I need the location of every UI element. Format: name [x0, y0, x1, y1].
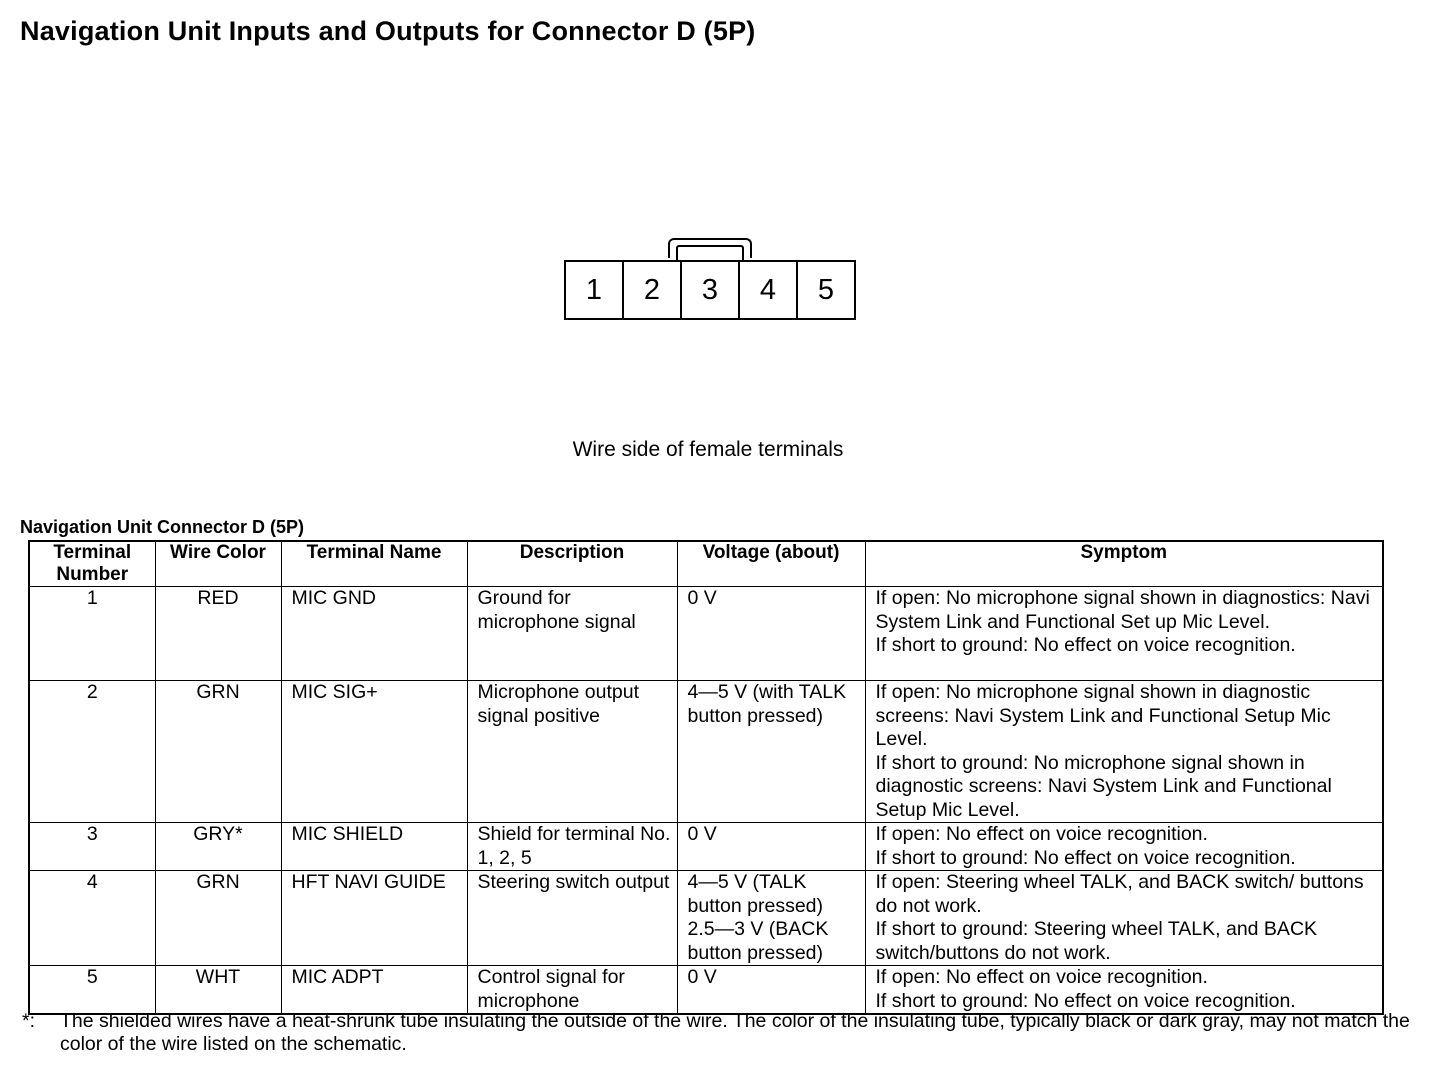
page-title: Navigation Unit Inputs and Outputs for Connector D (5P) — [20, 16, 756, 46]
symptom-short: If short to ground: No effect on voice recognition. — [875, 846, 1296, 869]
cell-description: Control signal for microphone — [467, 966, 677, 1015]
cell-description: Microphone output signal positive — [467, 681, 677, 823]
cell-symptom — [865, 823, 1383, 871]
footnote-text: The shielded wires have a heat-shrunk tube insulating the outside of the wire. The color of the insulating tube, typically black or dark gray, may not match the color of the wire listed on the schematic. — [60, 1010, 1410, 1055]
voltage-line-1: 4—5 V (TALK button pressed) — [687, 871, 824, 917]
cell-wire-color: RED — [155, 587, 281, 681]
cell-description: Shield for terminal No. 1, 2, 5 — [467, 823, 677, 871]
cell-terminal-name: MIC SHIELD — [281, 823, 467, 871]
cell-symptom — [865, 966, 1383, 1015]
header-wire-color: Wire Color — [155, 541, 281, 587]
connector-pin-5: 5 — [817, 273, 835, 306]
symptom-open: If open: No microphone signal shown in diagnostics: Navi System Link and Functional Set up Mic Level. — [875, 587, 1370, 633]
table-title: Navigation Unit Connector D (5P) — [20, 517, 305, 537]
connector-caption: Wire side of female terminals — [572, 438, 844, 461]
header-terminal-line2: Number — [56, 564, 129, 585]
symptom-open: If open: No effect on voice recognition. — [875, 823, 1208, 845]
cell-terminal: 3 — [29, 823, 155, 871]
cell-terminal: 5 — [29, 966, 155, 1015]
header-terminal-name: Terminal Name — [281, 541, 467, 587]
symptom-short: If short to ground: No effect on voice recognition. — [875, 634, 1296, 656]
cell-symptom — [865, 871, 1383, 966]
header-terminal-number — [29, 541, 155, 587]
table-row — [29, 823, 1383, 871]
symptom-short: If short to ground: No microphone signal shown in diagnostic screens: Navi System Link and Functional Setup Mic Level. — [875, 751, 1332, 821]
connector-pin-1: 1 — [566, 262, 624, 318]
cell-voltage: 0 V — [677, 966, 865, 1015]
header-terminal-line1: Terminal — [53, 542, 132, 563]
cell-terminal: 1 — [29, 587, 155, 681]
table-row — [29, 681, 1383, 823]
symptom-open: If open: No effect on voice recognition. — [875, 966, 1208, 988]
cell-voltage: 4—5 V (with TALK button pressed) — [677, 681, 865, 823]
cell-voltage: 0 V — [677, 823, 865, 871]
cell-symptom — [865, 681, 1383, 823]
symptom-short: If short to ground: No effect on voice recognition. — [875, 989, 1296, 1012]
table-row — [29, 871, 1383, 966]
cell-terminal-name: HFT NAVI GUIDE — [281, 871, 467, 966]
connector-diagram — [564, 238, 856, 320]
footnote-mark: *: — [22, 1010, 36, 1032]
cell-description: Ground for microphone signal — [467, 587, 677, 681]
table-row — [29, 966, 1383, 1015]
cell-terminal-name: MIC SIG+ — [281, 681, 467, 823]
cell-description: Steering switch output — [467, 871, 677, 966]
cell-wire-color: WHT — [155, 966, 281, 1015]
cell-symptom — [865, 587, 1383, 681]
footnote — [22, 1010, 1412, 1056]
connector-body — [564, 260, 856, 320]
table-header-row — [29, 541, 1383, 587]
cell-voltage: 0 V — [677, 587, 865, 681]
connector-pin-4: 4 — [740, 262, 798, 318]
voltage-line-2: 2.5—3 V (BACK button pressed) — [687, 918, 829, 964]
cell-terminal-name: MIC ADPT — [281, 966, 467, 1015]
header-description: Description — [467, 541, 677, 587]
connector-caption-row — [0, 438, 1440, 462]
cell-terminal: 4 — [29, 871, 155, 966]
cell-terminal: 2 — [29, 681, 155, 823]
cell-wire-color: GRY* — [155, 823, 281, 871]
cell-voltage — [677, 871, 865, 966]
io-table — [28, 540, 1384, 1015]
symptom-short: If short to ground: Steering wheel TALK, and BACK switch/buttons do not work. — [875, 918, 1318, 964]
cell-wire-color: GRN — [155, 681, 281, 823]
table-row — [29, 587, 1383, 681]
header-voltage: Voltage (about) — [677, 541, 865, 587]
header-symptom: Symptom — [865, 541, 1383, 587]
cell-wire-color: GRN — [155, 871, 281, 966]
symptom-open: If open: Steering wheel TALK, and BACK switch/ buttons do not work. — [875, 871, 1364, 917]
symptom-open: If open: No microphone signal shown in diagnostic screens: Navi System Link and Functional Setup Mic Level. — [875, 681, 1331, 750]
connector-pin-3: 3 — [682, 262, 740, 318]
connector-pin-2: 2 — [624, 262, 682, 318]
connector-lock-tab — [668, 238, 752, 258]
cell-terminal-name: MIC GND — [281, 587, 467, 681]
